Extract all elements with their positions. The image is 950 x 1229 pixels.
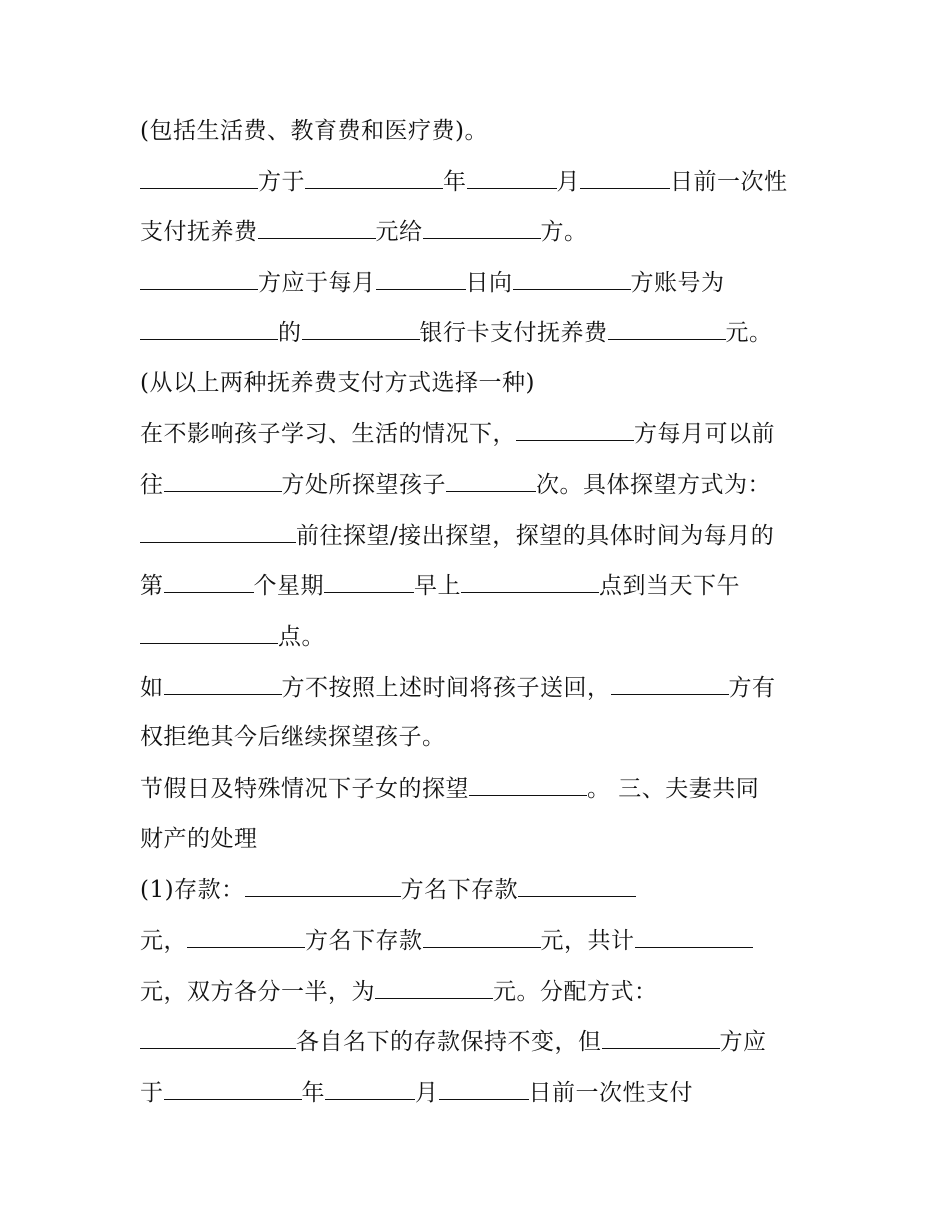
blank-field (187, 923, 305, 948)
doc-line: 前往探望/接出探望，探望的具体时间为每月的 (140, 518, 774, 552)
blank-field (611, 670, 729, 695)
blank-field (140, 619, 278, 644)
blank-field (140, 1024, 296, 1049)
blank-field (469, 771, 587, 796)
doc-line: 财产的处理 (140, 826, 258, 852)
blank-field (164, 467, 282, 492)
blank-field (513, 265, 631, 290)
doc-line: 元，双方各分一半，为 元。分配方式： (140, 974, 658, 1008)
blank-field (635, 923, 753, 948)
blank-field (602, 1024, 720, 1049)
blank-field (376, 265, 466, 290)
doc-line: (从以上两种抚养费支付方式选择一种) (140, 370, 535, 396)
doc-line: 权拒绝其今后继续探望孩子。 (140, 724, 446, 750)
blank-field (580, 164, 670, 189)
blank-field (302, 315, 420, 340)
doc-line: 第 个星期 早上 点到当天下午 (140, 568, 740, 602)
doc-line: 方于 年 月 日前一次性 (140, 164, 788, 198)
doc-line: 的 银行卡支付抚养费 元。 (140, 315, 773, 349)
blank-field (164, 1075, 302, 1100)
doc-line: 如 方不按照上述时间将孩子送回， 方有 (140, 670, 776, 704)
blank-field (608, 315, 726, 340)
doc-line: 于 年 月 日前一次性支付 (140, 1075, 693, 1109)
doc-line: 节假日及特殊情况下子女的探望 。 三、夫妻共同 (140, 771, 759, 805)
blank-field (245, 872, 401, 897)
blank-field (164, 670, 282, 695)
blank-field (140, 265, 258, 290)
doc-line: 各自名下的存款保持不变，但 方应 (140, 1024, 767, 1058)
blank-field (325, 1075, 415, 1100)
blank-field (518, 872, 636, 897)
blank-field (140, 518, 296, 543)
doc-line: 元， 方名下存款 元，共计 (140, 923, 753, 957)
doc-line: 支付抚养费 元给 方。 (140, 214, 588, 248)
doc-line: 点。 (140, 619, 325, 653)
blank-field (446, 467, 536, 492)
doc-line: 在不影响孩子学习、生活的情况下， 方每月可以前 (140, 416, 775, 450)
blank-field (164, 568, 254, 593)
doc-line: (包括生活费、教育费和医疗费)。 (140, 118, 488, 144)
blank-field (375, 974, 493, 999)
doc-line: (1)存款： 方名下存款 (140, 872, 636, 906)
blank-field (467, 164, 557, 189)
blank-field (423, 214, 541, 239)
doc-line: 方应于每月 日向 方账号为 (140, 265, 725, 299)
blank-field (439, 1075, 529, 1100)
blank-field (324, 568, 414, 593)
blank-field (423, 923, 541, 948)
blank-field (258, 214, 376, 239)
blank-field (140, 164, 258, 189)
blank-field (516, 416, 634, 441)
blank-field (305, 164, 443, 189)
doc-line: 往 方处所探望孩子 次。具体探望方式为： (140, 467, 771, 501)
blank-field (461, 568, 599, 593)
blank-field (140, 315, 278, 340)
